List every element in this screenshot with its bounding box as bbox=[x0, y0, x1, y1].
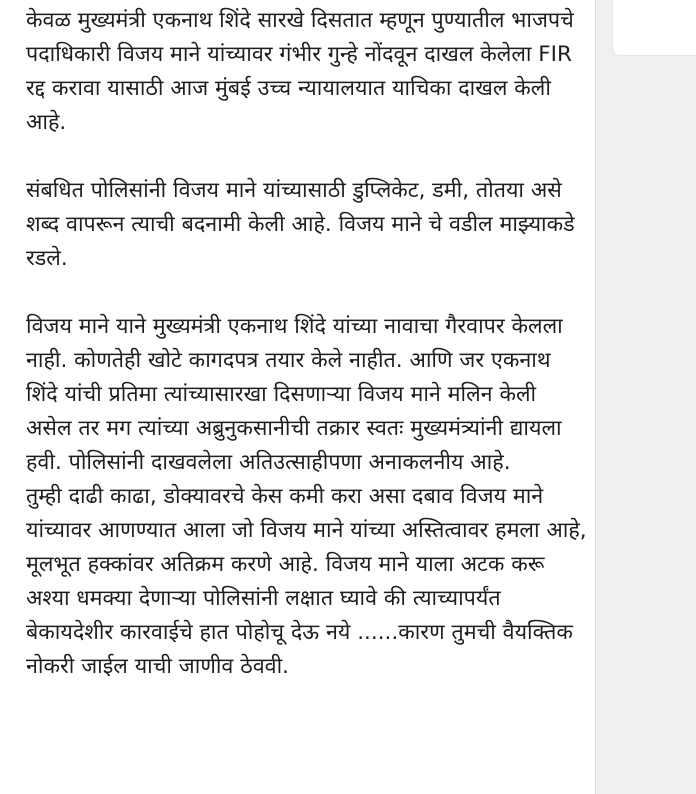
paragraph-gap bbox=[26, 276, 588, 310]
post-paragraph-4: तुम्ही दाढी काढा, डोक्यावरचे केस कमी करा असा दबाव विजय माने यांच्यावर आणण्यात आला जो विजय माने यांच्या अस्तित्वावर हमला आहे, मूलभूत हक्कांवर अतिक्रम करणे आहे. विजय माने याला अटक करू अश्या धमक्या देणाऱ्या पोलिसांनी लक्षात घ्यावे की त्याच्यापर्यंत बेकायदेशीर कारवाईचे हात पोहोचू देऊ नये ......कारण तुमची वैयक्तिक नोकरी जाईल याची जाणीव ठेववी. bbox=[26, 484, 587, 679]
post-paragraph-1: केवळ मुख्यमंत्री एकनाथ शिंदे सारखे दिसतात म्हणून पुण्यातील भाजपचे पदाधिकारी विजय माने यांच्यावर गंभीर गुन्हे नोंदवून दाखल केलेला FIR रद्द करावा यासाठी आज मुंबई उच्च न्यायालयात याचिका दाखल केली आहे. bbox=[26, 8, 574, 135]
paragraph-gap bbox=[26, 140, 588, 174]
side-panel bbox=[612, 0, 696, 56]
post-body bbox=[26, 4, 588, 684]
post-paragraph-3: विजय माने याने मुख्यमंत्री एकनाथ शिंदे यांच्या नावाचा गैरवापर केलला नाही. कोणतेही खोटे कागदपत्र तयार केले नाहीत. आणि जर एकनाथ शिंदे यांची प्रतिमा त्यांच्यासारखा दिसणाऱ्या विजय माने मलिन केली असेल तर मग त्यांच्या अब्रुनुकसानीची तक्रार स्वतः मुख्यमंत्र्यांनी द्यायला हवी. पोलिसांनी दाखवलेला अतिउत्साहीपणा अनाकलनीय आहे. bbox=[26, 314, 563, 475]
post-paragraph-2: संबधित पोलिसांनी विजय माने यांच्यासाठी डुप्लिकेट, डमी, तोतया असे शब्द वापरून त्याची बदनामी केली आहे. विजय माने चे वडील माझ्याकडे रडले. bbox=[26, 178, 575, 271]
